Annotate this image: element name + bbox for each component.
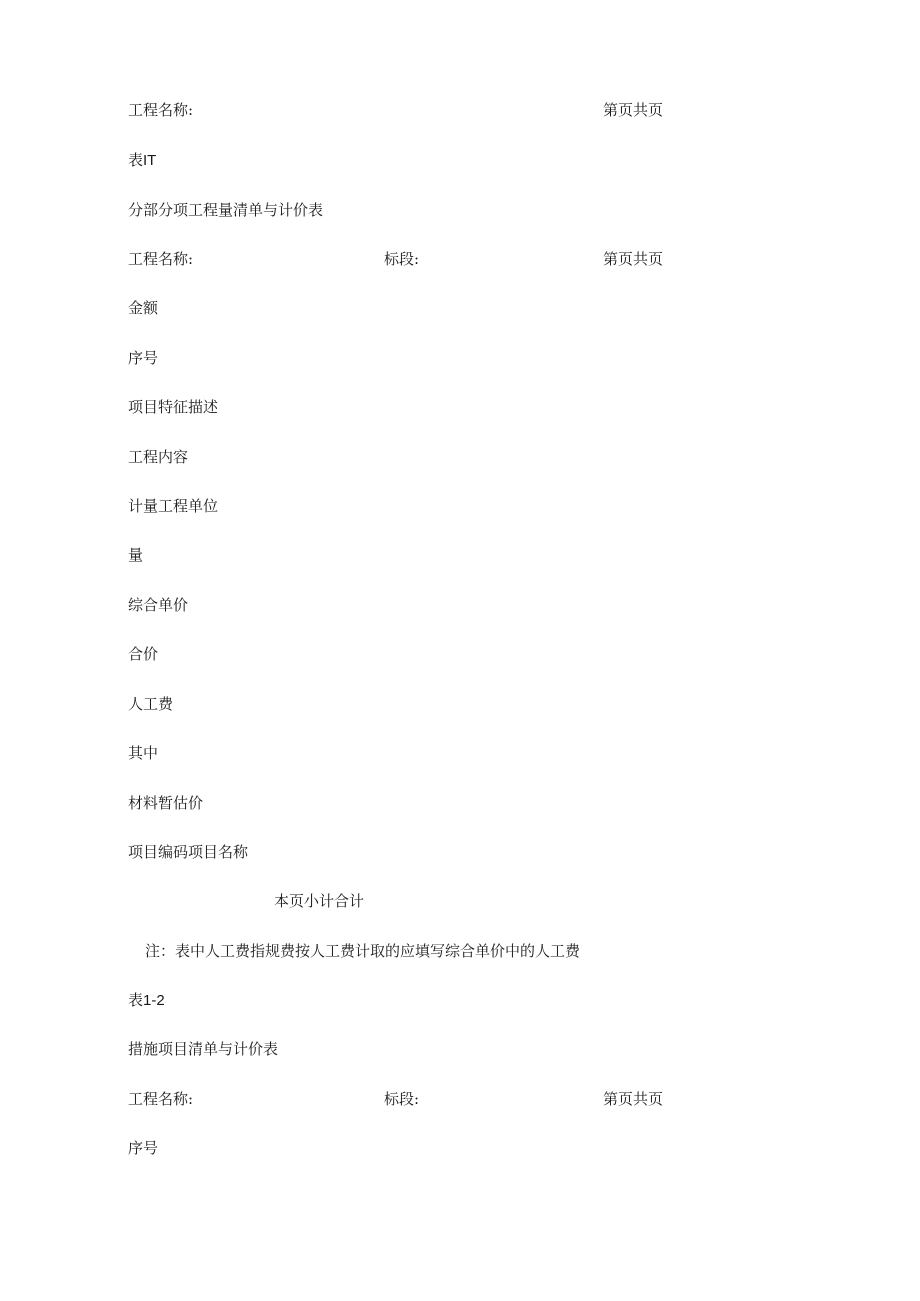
column-header-serial-number: 序号: [128, 349, 159, 367]
project-name-label: 工程名称:: [128, 101, 194, 119]
section-label: 标段:: [384, 250, 420, 268]
page-info: 第页共页: [603, 1090, 664, 1108]
page-subtotal: 本页小计合计: [274, 892, 365, 910]
table-label-code: IT: [143, 152, 157, 169]
column-header-quantity: 量: [128, 546, 144, 564]
column-header-total-price: 合价: [128, 645, 159, 663]
column-header-material-estimate: 材料暂估价: [128, 794, 204, 812]
column-header-labor-cost: 人工费: [128, 695, 174, 713]
column-header-work-content: 工程内容: [128, 448, 189, 466]
project-name-label: 工程名称:: [128, 1090, 194, 1108]
table-title: 措施项目清单与计价表: [128, 1040, 279, 1058]
page-info: 第页共页: [603, 101, 664, 119]
table-title: 分部分项工程量清单与计价表: [128, 201, 324, 219]
table-note: 注：表中人工费指规费按人工费计取的应填写综合单价中的人工费: [145, 942, 581, 960]
project-name-label: 工程名称:: [128, 250, 194, 268]
column-header-serial-number: 序号: [128, 1139, 159, 1157]
table-label-prefix: 表: [128, 991, 144, 1009]
table-label: [128, 990, 165, 1011]
column-header-of-which: 其中: [128, 744, 159, 762]
table-label: [128, 150, 156, 171]
column-header-unit-price: 综合单价: [128, 596, 189, 614]
page-info: 第页共页: [603, 250, 664, 268]
column-header-item-code-name: 项目编码项目名称: [128, 843, 249, 861]
section-label: 标段:: [384, 1090, 420, 1108]
column-header-unit: 计量工程单位: [128, 497, 219, 515]
table-label-code: 1-2: [143, 992, 165, 1009]
column-header-item-description: 项目特征描述: [128, 398, 219, 416]
table-label-prefix: 表: [128, 151, 144, 169]
column-header-amount: 金额: [128, 299, 159, 317]
